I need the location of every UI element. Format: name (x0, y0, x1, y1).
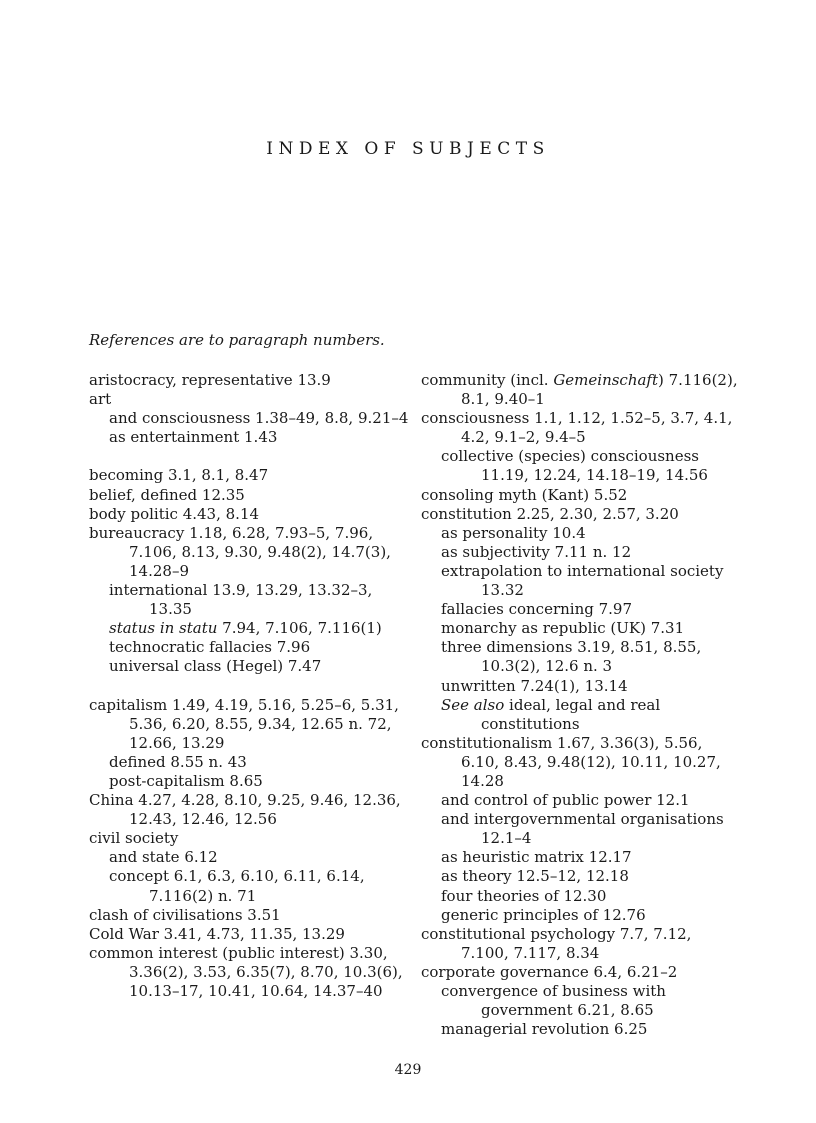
index-note: References are to paragraph numbers. (89, 331, 385, 349)
index-entry: Cold War 3.41, 4.73, 11.35, 13.29 (89, 924, 345, 943)
index-subentry: and control of public power 12.1 (441, 791, 690, 810)
index-column-right (421, 371, 741, 1039)
index-subentry: fallacies concerning 7.97 (441, 600, 633, 619)
index-subentry (89, 619, 409, 638)
entry-text: community (incl. (421, 371, 554, 389)
entry-gap (89, 447, 409, 466)
page-title: INDEX OF SUBJECTS (266, 139, 550, 159)
index-subentry: and consciousness 1.38–49, 8.8, 9.21–4 (109, 409, 409, 428)
index-entry: consciousness 1.1, 1.12, 1.52–5, 3.7, 4.1, 4.2, 9.1–2, 9.4–5 (421, 409, 733, 447)
entry-italic-text: See also (441, 695, 505, 714)
index-subentry (421, 696, 741, 734)
index-entry: civil society (89, 829, 179, 848)
index-subentry: as heuristic matrix 12.17 (441, 848, 632, 867)
index-subentry: as personality 10.4 (441, 523, 586, 542)
index-subentry: unwritten 7.24(1), 13.14 (441, 676, 628, 695)
index-entry: clash of civilisations 3.51 (89, 905, 281, 924)
entry-text: ideal, legal and real constitutions (481, 695, 661, 733)
index-subentry: convergence of business with government 6.21, 8.65 (441, 982, 666, 1020)
index-subentry: generic principles of 12.76 (441, 905, 646, 924)
entry-text-after: ) 7.116(2), 8.1, 9.40–1 (461, 371, 738, 409)
index-entry: constitutionalism 1.67, 3.36(3), 5.56, 6.10, 8.43, 9.48(12), 10.11, 10.27, 14.28 (421, 733, 721, 790)
entry-text: 7.94, 7.106, 7.116(1) (217, 619, 382, 638)
index-subentry: as subjectivity 7.11 n. 12 (441, 542, 632, 561)
index-entry: aristocracy, representative 13.9 (89, 371, 331, 389)
index-subentry: international 13.9, 13.29, 13.32–3, 13.35 (109, 581, 373, 619)
index-subentry: managerial revolution 6.25 (441, 1020, 648, 1039)
index-subentry: technocratic fallacies 7.96 (109, 638, 311, 657)
index-subentry: monarchy as republic (UK) 7.31 (441, 619, 685, 638)
index-subentry: and intergovernmental organisations 12.1–4 (441, 810, 724, 848)
index-subentry: defined 8.55 n. 43 (109, 752, 247, 771)
index-entry (421, 371, 741, 409)
entry-gap (89, 677, 409, 696)
index-subentry: four theories of 12.30 (441, 886, 607, 905)
index-subentry: concept 6.1, 6.3, 6.10, 6.11, 6.14, 7.116(2) n. 71 (109, 867, 365, 905)
index-entry: belief, defined 12.35 (89, 485, 245, 504)
index-entry: constitution 2.25, 2.30, 2.57, 3.20 (421, 504, 679, 523)
index-entry: China 4.27, 4.28, 8.10, 9.25, 9.46, 12.36, 12.43, 12.46, 12.56 (89, 791, 401, 829)
index-entry: becoming 3.1, 8.1, 8.47 (89, 466, 269, 485)
index-entry: capitalism 1.49, 4.19, 5.16, 5.25–6, 5.31, 5.36, 6.20, 8.55, 9.34, 12.65 n. 72, 12.66, 13.29 (89, 695, 399, 752)
index-entry: corporate governance 6.4, 6.21–2 (421, 962, 678, 981)
index-entry: consoling myth (Kant) 5.52 (421, 485, 628, 504)
entry-italic-text: status in statu (109, 619, 218, 638)
index-subentry: as theory 12.5–12, 12.18 (441, 867, 629, 886)
page-number: 429 (394, 1062, 422, 1078)
index-entry: art (89, 390, 112, 409)
index-entry: common interest (public interest) 3.30, 3.36(2), 3.53, 6.35(7), 8.70, 10.3(6), 10.13–17, 10.41, 10.64, 14.37–40 (89, 943, 403, 1000)
index-subentry: and state 6.12 (109, 848, 218, 867)
index-subentry: universal class (Hegel) 7.47 (109, 657, 322, 676)
index-subentry: as entertainment 1.43 (109, 428, 278, 447)
index-subentry: collective (species) consciousness 11.19, 12.24, 14.18–19, 14.56 (441, 447, 708, 485)
index-entry: bureaucracy 1.18, 6.28, 7.93–5, 7.96, 7.106, 8.13, 9.30, 9.48(2), 14.7(3), 14.28–9 (89, 523, 391, 580)
entry-italic-text: Gemeinschaft (553, 371, 659, 389)
index-entry: body politic 4.43, 8.14 (89, 504, 260, 523)
index-subentry: post-capitalism 8.65 (109, 771, 263, 790)
index-subentry: extrapolation to international society 13.32 (441, 561, 724, 600)
index-column-left (89, 371, 409, 1001)
index-entry: constitutional psychology 7.7, 7.12, 7.100, 7.117, 8.34 (421, 924, 692, 962)
index-subentry: three dimensions 3.19, 8.51, 8.55, 10.3(2), 12.6 n. 3 (441, 638, 702, 676)
